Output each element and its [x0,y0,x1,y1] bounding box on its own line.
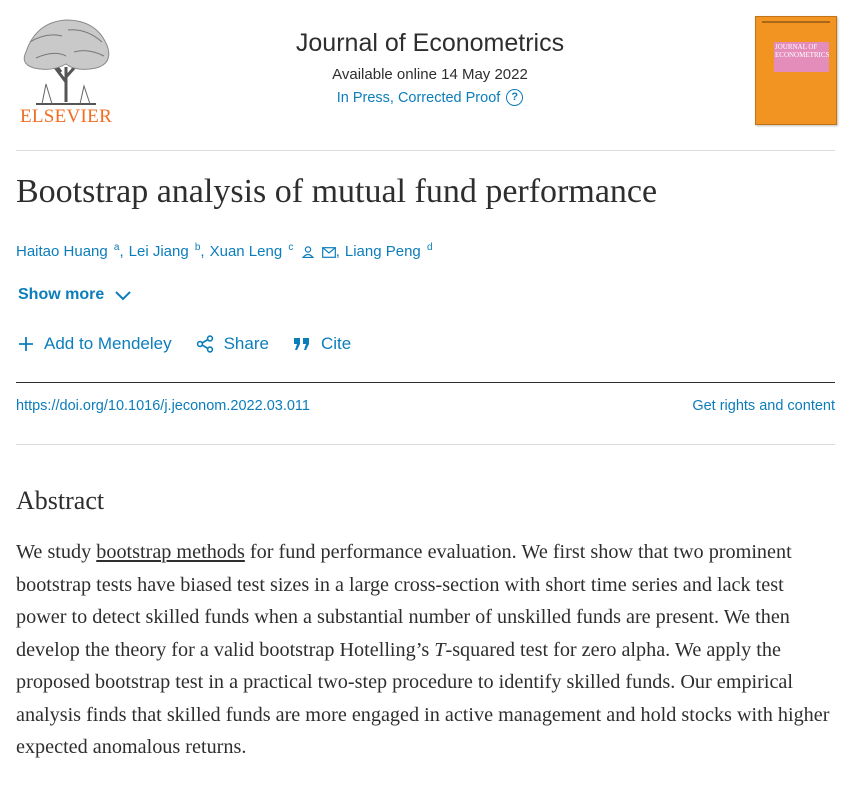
show-more-label: Show more [18,286,105,303]
abstract-text-part: We study [16,541,97,563]
share-label: Share [223,334,269,353]
abstract-text-part: -squared test for zero alpha. We apply the proposed bootstrap test in a practical two-step procedure to identify skilled funds. Our empirical analysis finds that skilled funds are more engaged in active management and hold stocks with higher expected anomalous returns. [16,638,830,758]
author-list [16,242,433,260]
author-affil: b [194,242,201,253]
share-icon [196,335,214,353]
author-name: Haitao Huang [16,243,108,260]
doi-link[interactable]: https://doi.org/10.1016/j.jeconom.2022.03.011 [16,398,310,414]
article-actions-bar [18,334,375,354]
cite-label: Cite [320,334,352,353]
abstract-heading: Abstract [16,486,105,515]
author-link-3[interactable] [210,242,336,260]
add-to-mendeley-button[interactable] [18,334,172,354]
help-icon[interactable]: ? [506,89,523,106]
author-link-2[interactable] [129,242,201,260]
in-press-status-link[interactable] [337,89,524,106]
author-separator: , [200,242,205,260]
abstract-text-part: for fund performance evaluation. We first show that two prominent bootstrap tests have biased test sizes in a large cross-section with short time series and lack test power to detect skilled funds when a substantial number of unskilled funds are present. We then develop the theory for a valid bootstrap Hotelling’s [16,541,792,661]
author-affil: d [426,242,433,253]
publisher-wordmark: ELSEVIER [19,106,113,127]
cover-top-rule [762,21,830,23]
doi-divider [16,444,835,445]
author-affil: c [288,242,294,253]
actions-divider [16,382,835,383]
show-more-button[interactable] [18,286,132,304]
envelope-icon [322,247,336,258]
author-separator: , [335,242,340,260]
available-online-date: Available online 14 May 2022 [332,66,528,83]
person-icon [302,246,314,258]
header-divider [16,150,835,151]
plus-icon [18,336,34,352]
get-rights-link[interactable]: Get rights and content [692,398,835,414]
mendeley-label: Add to Mendeley [44,334,172,353]
share-button[interactable] [196,334,269,354]
author-name: Lei Jiang [128,243,189,260]
journal-title-link[interactable]: Journal of Econometrics [295,29,565,57]
journal-header [0,0,856,140]
author-separator: , [119,242,124,260]
author-link-1[interactable] [16,242,119,260]
author-name: Xuan Leng [209,243,283,260]
cite-button[interactable] [293,334,351,354]
article-title: Bootstrap analysis of mutual fund performance [16,173,658,210]
chevron-down-icon [114,289,132,301]
journal-info [240,26,620,107]
bootstrap-methods-link[interactable]: bootstrap methods [96,541,245,563]
author-name: Liang Peng [344,243,421,260]
in-press-label: In Press, Corrected Proof [336,89,501,106]
cover-title-text: JOURNAL OF ECONOMETRICS [775,43,830,59]
quote-icon [293,337,311,351]
journal-cover-thumbnail[interactable] [755,16,837,125]
author-affil: a [113,242,120,253]
math-variable: T [434,638,446,661]
abstract-text [16,536,838,764]
author-link-4[interactable] [345,242,433,260]
